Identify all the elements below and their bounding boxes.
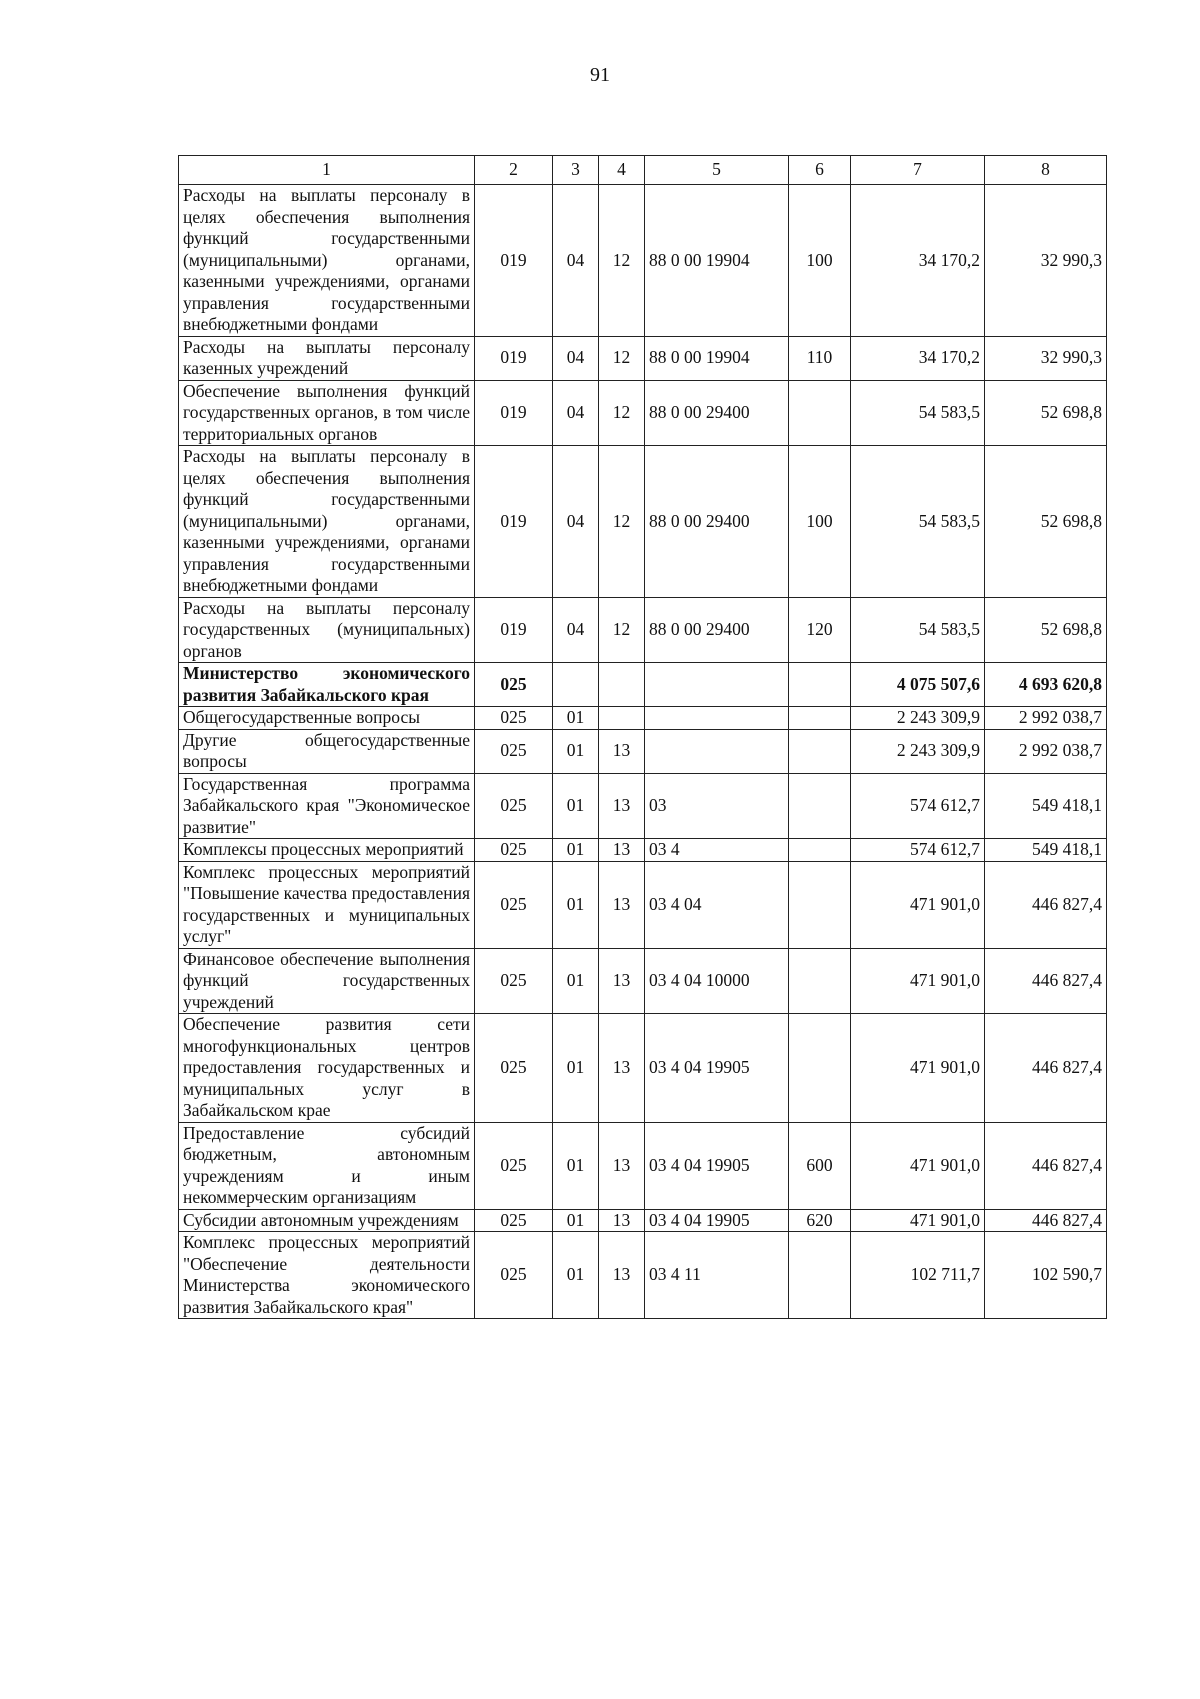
cell-expense-type: 100: [789, 185, 851, 337]
cell-amount-1: 2 243 309,9: [851, 729, 985, 773]
cell-target-article: 03 4 04 10000: [645, 948, 789, 1014]
cell-target-article: 03 4 04 19905: [645, 1209, 789, 1232]
cell-section: 01: [553, 729, 599, 773]
table-row: [179, 839, 1107, 862]
cell-amount-2: 446 827,4: [985, 861, 1107, 948]
cell-grbs: 025: [475, 1232, 553, 1319]
cell-amount-2: 52 698,8: [985, 597, 1107, 663]
cell-amount-2: 446 827,4: [985, 1209, 1107, 1232]
table-row: [179, 861, 1107, 948]
header-cell: 3: [553, 156, 599, 185]
cell-amount-1: 471 901,0: [851, 1014, 985, 1123]
cell-expense-type: [789, 663, 851, 707]
table-row: [179, 729, 1107, 773]
cell-subsection: 13: [599, 861, 645, 948]
cell-expense-type: [789, 861, 851, 948]
table-row: [179, 773, 1107, 839]
cell-section: 01: [553, 1209, 599, 1232]
cell-grbs: 025: [475, 839, 553, 862]
cell-section: 04: [553, 336, 599, 380]
cell-grbs: 019: [475, 185, 553, 337]
cell-subsection: 12: [599, 446, 645, 598]
cell-target-article: 03 4 11: [645, 1232, 789, 1319]
cell-amount-1: 574 612,7: [851, 773, 985, 839]
cell-name: Субсидии автономным учреждениям: [179, 1209, 475, 1232]
cell-amount-2: 549 418,1: [985, 839, 1107, 862]
cell-expense-type: [789, 380, 851, 446]
cell-amount-1: 54 583,5: [851, 597, 985, 663]
cell-subsection: 13: [599, 729, 645, 773]
cell-expense-type: [789, 707, 851, 730]
cell-amount-2: 2 992 038,7: [985, 707, 1107, 730]
cell-name: Расходы на выплаты персоналу в целях обеспечения выполнения функций государственными (муниципальными) органами, казенными учреждениями, органами управления государственными внебюджетными фондами: [179, 185, 475, 337]
cell-section: 01: [553, 861, 599, 948]
header-cell: 5: [645, 156, 789, 185]
cell-amount-2: 32 990,3: [985, 336, 1107, 380]
cell-target-article: 03: [645, 773, 789, 839]
cell-grbs: 025: [475, 729, 553, 773]
cell-grbs: 019: [475, 597, 553, 663]
cell-amount-1: 34 170,2: [851, 185, 985, 337]
cell-expense-type: [789, 948, 851, 1014]
cell-amount-2: 446 827,4: [985, 1014, 1107, 1123]
cell-section: 01: [553, 773, 599, 839]
cell-grbs: 019: [475, 336, 553, 380]
table-row: [179, 707, 1107, 730]
cell-name: Комплексы процессных мероприятий: [179, 839, 475, 862]
cell-amount-2: 4 693 620,8: [985, 663, 1107, 707]
cell-amount-2: 52 698,8: [985, 380, 1107, 446]
budget-table: [178, 155, 1107, 1319]
cell-target-article: 88 0 00 29400: [645, 446, 789, 598]
cell-target-article: 88 0 00 29400: [645, 380, 789, 446]
cell-subsection: 13: [599, 948, 645, 1014]
cell-section: 01: [553, 948, 599, 1014]
table-row: [179, 1122, 1107, 1209]
cell-name: Обеспечение развития сети многофункциональных центров предоставления государственных и муниципальных услуг в Забайкальском крае: [179, 1014, 475, 1123]
cell-expense-type: [789, 773, 851, 839]
header-row: [179, 156, 1107, 185]
cell-subsection: 12: [599, 380, 645, 446]
table-row: [179, 1209, 1107, 1232]
cell-name: Другие общегосударственные вопросы: [179, 729, 475, 773]
cell-target-article: 03 4: [645, 839, 789, 862]
table-row: [179, 1014, 1107, 1123]
cell-target-article: 03 4 04: [645, 861, 789, 948]
cell-grbs: 025: [475, 773, 553, 839]
cell-section: 04: [553, 446, 599, 598]
cell-subsection: [599, 663, 645, 707]
cell-target-article: [645, 729, 789, 773]
cell-section: 01: [553, 839, 599, 862]
cell-amount-1: 471 901,0: [851, 861, 985, 948]
cell-grbs: 025: [475, 1014, 553, 1123]
cell-amount-1: 2 243 309,9: [851, 707, 985, 730]
cell-expense-type: [789, 839, 851, 862]
cell-section: 01: [553, 1232, 599, 1319]
cell-name: Финансовое обеспечение выполнения функций государственных учреждений: [179, 948, 475, 1014]
cell-section: 04: [553, 185, 599, 337]
cell-target-article: [645, 707, 789, 730]
cell-expense-type: [789, 1232, 851, 1319]
cell-name: Обеспечение выполнения функций государственных органов, в том числе территориальных органов: [179, 380, 475, 446]
table-row: [179, 597, 1107, 663]
cell-amount-1: 54 583,5: [851, 380, 985, 446]
cell-name: Расходы на выплаты персоналу в целях обеспечения выполнения функций государственными (муниципальными) органами, казенными учреждениями, органами управления государственными внебюджетными фондами: [179, 446, 475, 598]
cell-subsection: 13: [599, 1014, 645, 1123]
cell-subsection: 12: [599, 185, 645, 337]
cell-grbs: 019: [475, 380, 553, 446]
cell-amount-1: 34 170,2: [851, 336, 985, 380]
cell-target-article: 03 4 04 19905: [645, 1014, 789, 1123]
cell-amount-2: 102 590,7: [985, 1232, 1107, 1319]
table-row: [179, 1232, 1107, 1319]
cell-target-article: 88 0 00 19904: [645, 336, 789, 380]
cell-name: Комплекс процессных мероприятий "Повышение качества предоставления государственных и муниципальных услуг": [179, 861, 475, 948]
table-row: [179, 185, 1107, 337]
header-cell: 7: [851, 156, 985, 185]
cell-expense-type: 600: [789, 1122, 851, 1209]
cell-subsection: 13: [599, 773, 645, 839]
cell-section: 01: [553, 1014, 599, 1123]
cell-amount-1: 54 583,5: [851, 446, 985, 598]
cell-target-article: [645, 663, 789, 707]
cell-expense-type: [789, 1014, 851, 1123]
cell-subsection: 13: [599, 1209, 645, 1232]
cell-grbs: 025: [475, 948, 553, 1014]
cell-subsection: [599, 707, 645, 730]
cell-name: Расходы на выплаты персоналу казенных учреждений: [179, 336, 475, 380]
cell-section: 04: [553, 380, 599, 446]
cell-grbs: 025: [475, 861, 553, 948]
table-row: [179, 663, 1107, 707]
cell-amount-2: 549 418,1: [985, 773, 1107, 839]
table-row: [179, 446, 1107, 598]
page-number: 91: [590, 64, 610, 86]
header-cell: 4: [599, 156, 645, 185]
cell-amount-2: 446 827,4: [985, 948, 1107, 1014]
cell-section: 01: [553, 707, 599, 730]
cell-expense-type: 120: [789, 597, 851, 663]
cell-grbs: 025: [475, 1122, 553, 1209]
cell-section: 01: [553, 1122, 599, 1209]
table-row: [179, 336, 1107, 380]
cell-grbs: 025: [475, 1209, 553, 1232]
header-cell: 2: [475, 156, 553, 185]
table-row: [179, 380, 1107, 446]
header-cell: 1: [179, 156, 475, 185]
cell-name: Общегосударственные вопросы: [179, 707, 475, 730]
cell-section: [553, 663, 599, 707]
cell-amount-1: 471 901,0: [851, 948, 985, 1014]
cell-amount-2: 446 827,4: [985, 1122, 1107, 1209]
cell-amount-2: 2 992 038,7: [985, 729, 1107, 773]
cell-grbs: 025: [475, 663, 553, 707]
cell-subsection: 12: [599, 597, 645, 663]
cell-target-article: 03 4 04 19905: [645, 1122, 789, 1209]
cell-subsection: 13: [599, 1232, 645, 1319]
cell-subsection: 13: [599, 1122, 645, 1209]
table-row: [179, 948, 1107, 1014]
cell-name: Комплекс процессных мероприятий "Обеспечение деятельности Министерства экономического развития Забайкальского края": [179, 1232, 475, 1319]
cell-amount-1: 4 075 507,6: [851, 663, 985, 707]
cell-expense-type: [789, 729, 851, 773]
header-cell: 8: [985, 156, 1107, 185]
cell-expense-type: 620: [789, 1209, 851, 1232]
cell-name: Предоставление субсидий бюджетным, автономным учреждениям и иным некоммерческим организациям: [179, 1122, 475, 1209]
cell-expense-type: 100: [789, 446, 851, 598]
cell-name: Расходы на выплаты персоналу государственных (муниципальных) органов: [179, 597, 475, 663]
cell-target-article: 88 0 00 19904: [645, 185, 789, 337]
cell-amount-1: 574 612,7: [851, 839, 985, 862]
cell-subsection: 12: [599, 336, 645, 380]
cell-target-article: 88 0 00 29400: [645, 597, 789, 663]
cell-grbs: 025: [475, 707, 553, 730]
cell-amount-1: 102 711,7: [851, 1232, 985, 1319]
cell-name: Государственная программа Забайкальского края "Экономическое развитие": [179, 773, 475, 839]
cell-subsection: 13: [599, 839, 645, 862]
cell-amount-2: 52 698,8: [985, 446, 1107, 598]
cell-grbs: 019: [475, 446, 553, 598]
cell-amount-1: 471 901,0: [851, 1122, 985, 1209]
cell-expense-type: 110: [789, 336, 851, 380]
header-cell: 6: [789, 156, 851, 185]
cell-amount-2: 32 990,3: [985, 185, 1107, 337]
cell-section: 04: [553, 597, 599, 663]
cell-amount-1: 471 901,0: [851, 1209, 985, 1232]
cell-name: Министерство экономического развития Забайкальского края: [179, 663, 475, 707]
